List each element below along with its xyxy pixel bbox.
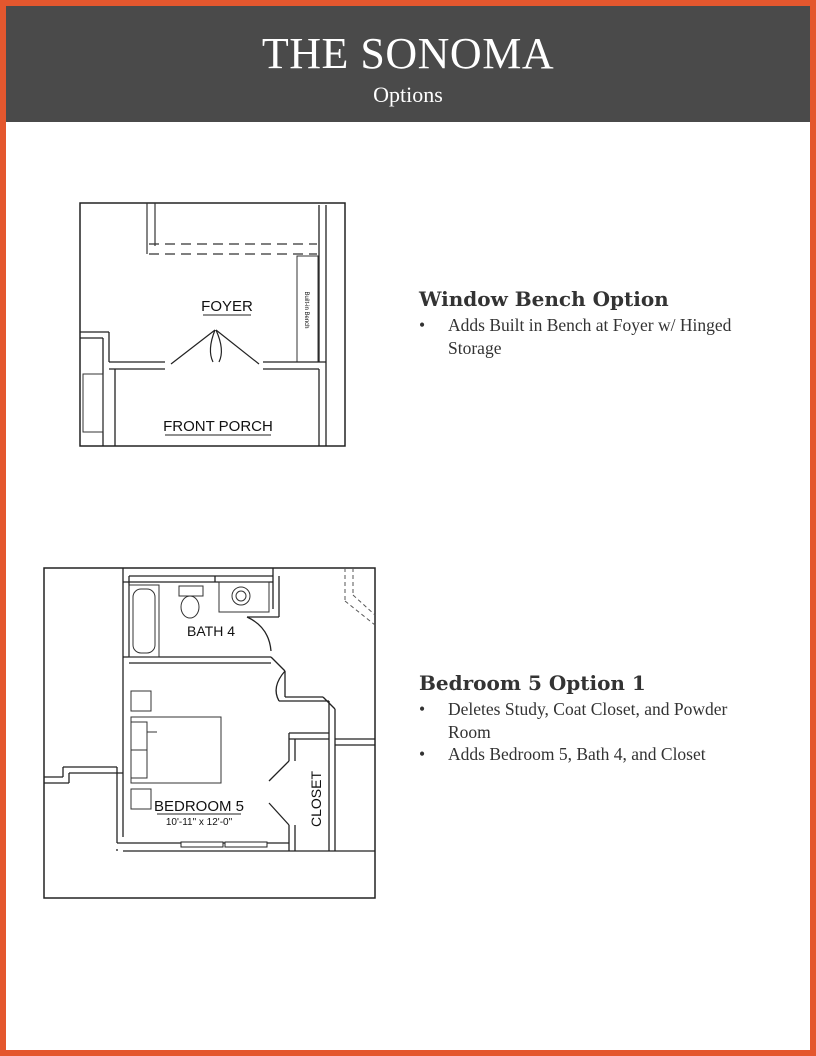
floor-plan-window-bench [79,202,347,448]
bath-label: BATH 4 [187,623,235,639]
option-bedroom-5-list [419,698,749,766]
page-subtitle: Options [373,82,443,107]
option-window-bench-list [419,314,749,359]
option-bedroom-5-bullet: • Deletes Study, Coat Closet, and Powder Room [419,699,728,742]
page-header [6,6,810,122]
bedroom-dimensions: 10'-11" x 12'-0" [165,817,233,828]
floor-plan-bedroom-5 [43,567,378,901]
option-bedroom-5-bullet: • Adds Bedroom 5, Bath 4, and Closet [419,744,706,764]
option-window-bench-bullet: • Adds Built in Bench at Foyer w/ Hinged Storage [419,315,732,358]
bench-label: Built-in Bench [303,291,309,329]
bedroom-label: BEDROOM 5 [153,798,245,815]
front-porch-label: FRONT PORCH [163,418,273,435]
option-window-bench-title: Window Bench Option [419,287,669,311]
floor-plan-bedroom-5-drawing [43,567,378,901]
option-window-bench [419,286,749,359]
floor-plan-window-bench-drawing [79,202,347,448]
option-bedroom-5 [419,670,749,766]
foyer-label: FOYER [201,298,253,315]
page-title: THE SONOMA [261,29,555,78]
closet-label: CLOSET [308,770,324,828]
option-bedroom-5-title: Bedroom 5 Option 1 [419,671,646,695]
